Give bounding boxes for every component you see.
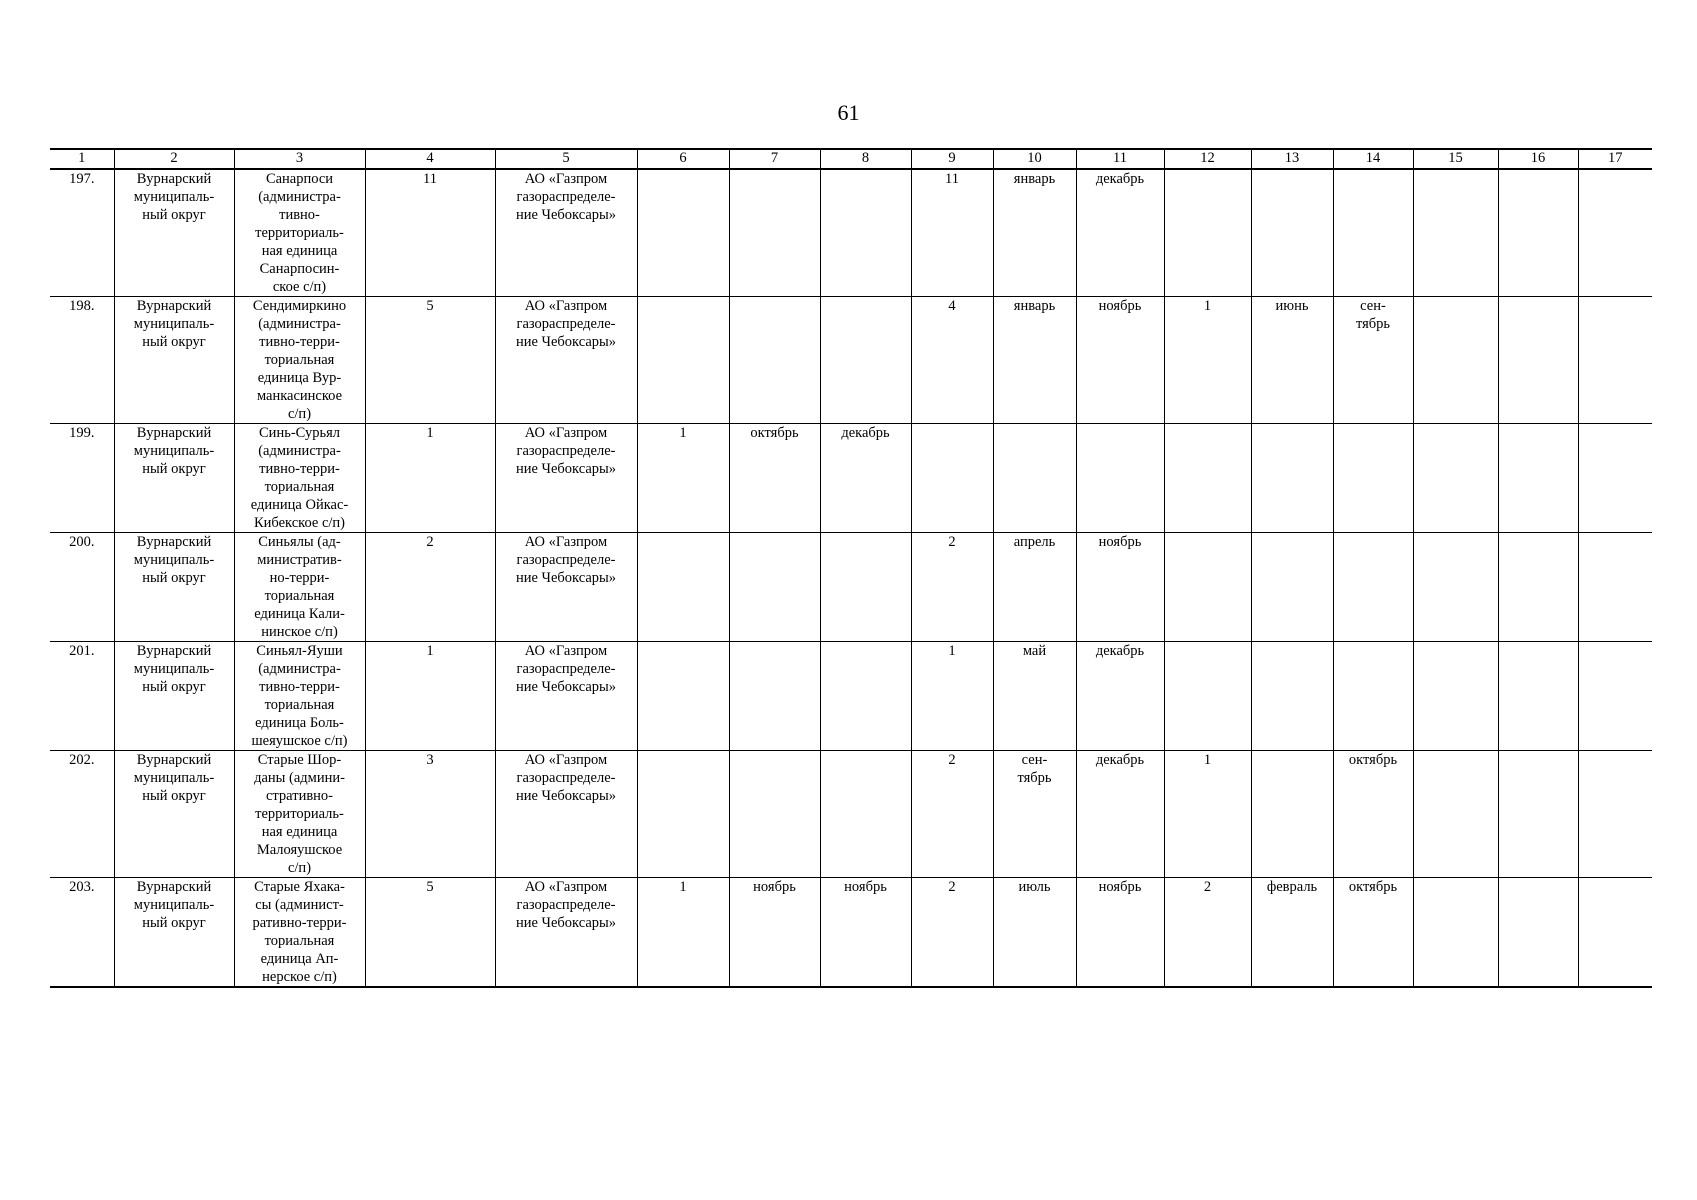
column-header-13: 13 (1251, 149, 1333, 169)
cell-col-6: 1 (637, 424, 729, 533)
cell-col-16 (1498, 878, 1578, 988)
header-row (50, 149, 1652, 169)
cell-col-10: январь (993, 169, 1076, 297)
cell-col-14 (1333, 533, 1413, 642)
cell-col-7 (729, 297, 820, 424)
column-header-4: 4 (365, 149, 495, 169)
cell-col-3: Старые Шор- даны (админи- стративно- территориаль- ная единица Малояушское с/п) (234, 751, 365, 878)
cell-col-9: 1 (911, 642, 993, 751)
cell-col-9: 4 (911, 297, 993, 424)
cell-col-9 (911, 424, 993, 533)
cell-col-7: ноябрь (729, 878, 820, 988)
cell-col-3: Старые Яхака- сы (админист- ративно-терри- ториальная единица Ап- нерское с/п) (234, 878, 365, 988)
cell-col-14: октябрь (1333, 751, 1413, 878)
cell-col-15 (1413, 424, 1498, 533)
cell-col-5: АО «Газпром газораспределе- ние Чебоксары» (495, 424, 637, 533)
cell-col-15 (1413, 878, 1498, 988)
column-header-7: 7 (729, 149, 820, 169)
cell-col-17 (1578, 169, 1652, 297)
table-row (50, 751, 1652, 878)
cell-col-9: 2 (911, 533, 993, 642)
cell-col-17 (1578, 878, 1652, 988)
cell-col-7 (729, 169, 820, 297)
cell-col-5: АО «Газпром газораспределе- ние Чебоксары» (495, 642, 637, 751)
cell-col-8: декабрь (820, 424, 911, 533)
cell-col-9: 2 (911, 751, 993, 878)
cell-col-10 (993, 424, 1076, 533)
cell-col-11: декабрь (1076, 169, 1164, 297)
cell-col-3: Сендимиркино (администра- тивно-терри- ториальная единица Вур- манкасинское с/п) (234, 297, 365, 424)
cell-col-1: 199. (50, 424, 114, 533)
cell-col-13 (1251, 751, 1333, 878)
cell-col-14: октябрь (1333, 878, 1413, 988)
cell-col-13 (1251, 533, 1333, 642)
cell-col-13 (1251, 642, 1333, 751)
cell-col-2: Вурнарский муниципаль- ный округ (114, 533, 234, 642)
cell-col-11: ноябрь (1076, 878, 1164, 988)
cell-col-3: Синьял-Яуши (администра- тивно-терри- ториальная единица Боль- шеяушское с/п) (234, 642, 365, 751)
cell-col-16 (1498, 297, 1578, 424)
cell-col-5: АО «Газпром газораспределе- ние Чебоксары» (495, 533, 637, 642)
table-row (50, 642, 1652, 751)
cell-col-4: 11 (365, 169, 495, 297)
column-header-11: 11 (1076, 149, 1164, 169)
cell-col-16 (1498, 169, 1578, 297)
cell-col-8 (820, 297, 911, 424)
data-table (50, 148, 1652, 988)
column-header-15: 15 (1413, 149, 1498, 169)
cell-col-6 (637, 751, 729, 878)
cell-col-8 (820, 751, 911, 878)
cell-col-5: АО «Газпром газораспределе- ние Чебоксары» (495, 169, 637, 297)
cell-col-2: Вурнарский муниципаль- ный округ (114, 878, 234, 988)
column-header-2: 2 (114, 149, 234, 169)
table-row (50, 297, 1652, 424)
cell-col-1: 202. (50, 751, 114, 878)
cell-col-10: сен- тябрь (993, 751, 1076, 878)
cell-col-1: 201. (50, 642, 114, 751)
column-header-8: 8 (820, 149, 911, 169)
cell-col-6 (637, 169, 729, 297)
cell-col-15 (1413, 533, 1498, 642)
cell-col-2: Вурнарский муниципаль- ный округ (114, 297, 234, 424)
cell-col-14 (1333, 642, 1413, 751)
cell-col-9: 11 (911, 169, 993, 297)
cell-col-5: АО «Газпром газораспределе- ние Чебоксары» (495, 751, 637, 878)
column-header-10: 10 (993, 149, 1076, 169)
cell-col-13 (1251, 169, 1333, 297)
cell-col-4: 3 (365, 751, 495, 878)
cell-col-16 (1498, 424, 1578, 533)
cell-col-14 (1333, 169, 1413, 297)
table-row (50, 533, 1652, 642)
cell-col-1: 203. (50, 878, 114, 988)
cell-col-6 (637, 297, 729, 424)
cell-col-8 (820, 533, 911, 642)
cell-col-3: Санарпоси (администра- тивно- территориаль- ная единица Санарпосин- ское с/п) (234, 169, 365, 297)
cell-col-13: февраль (1251, 878, 1333, 988)
cell-col-12: 1 (1164, 751, 1251, 878)
cell-col-13 (1251, 424, 1333, 533)
table-row (50, 878, 1652, 988)
cell-col-11: декабрь (1076, 642, 1164, 751)
cell-col-12 (1164, 424, 1251, 533)
column-header-14: 14 (1333, 149, 1413, 169)
cell-col-13: июнь (1251, 297, 1333, 424)
cell-col-4: 5 (365, 297, 495, 424)
cell-col-2: Вурнарский муниципаль- ный округ (114, 751, 234, 878)
cell-col-2: Вурнарский муниципаль- ный округ (114, 424, 234, 533)
cell-col-14: сен- тябрь (1333, 297, 1413, 424)
cell-col-17 (1578, 297, 1652, 424)
cell-col-15 (1413, 751, 1498, 878)
cell-col-10: май (993, 642, 1076, 751)
cell-col-6: 1 (637, 878, 729, 988)
column-header-16: 16 (1498, 149, 1578, 169)
column-header-3: 3 (234, 149, 365, 169)
cell-col-15 (1413, 297, 1498, 424)
cell-col-10: январь (993, 297, 1076, 424)
cell-col-12 (1164, 533, 1251, 642)
cell-col-4: 5 (365, 878, 495, 988)
cell-col-5: АО «Газпром газораспределе- ние Чебоксары» (495, 297, 637, 424)
column-header-6: 6 (637, 149, 729, 169)
cell-col-8 (820, 642, 911, 751)
cell-col-2: Вурнарский муниципаль- ный округ (114, 169, 234, 297)
cell-col-11 (1076, 424, 1164, 533)
cell-col-7 (729, 533, 820, 642)
cell-col-12 (1164, 642, 1251, 751)
cell-col-15 (1413, 642, 1498, 751)
cell-col-10: июль (993, 878, 1076, 988)
cell-col-1: 197. (50, 169, 114, 297)
cell-col-16 (1498, 751, 1578, 878)
cell-col-11: ноябрь (1076, 297, 1164, 424)
cell-col-6 (637, 642, 729, 751)
cell-col-4: 2 (365, 533, 495, 642)
column-header-12: 12 (1164, 149, 1251, 169)
cell-col-3: Синь-Сурьял (администра- тивно-терри- ториальная единица Ойкас- Кибекское с/п) (234, 424, 365, 533)
cell-col-17 (1578, 642, 1652, 751)
cell-col-12 (1164, 169, 1251, 297)
table-body (50, 169, 1652, 987)
cell-col-6 (637, 533, 729, 642)
cell-col-8 (820, 169, 911, 297)
table-row (50, 424, 1652, 533)
cell-col-11: ноябрь (1076, 533, 1164, 642)
table-row (50, 169, 1652, 297)
column-header-1: 1 (50, 149, 114, 169)
cell-col-8: ноябрь (820, 878, 911, 988)
cell-col-3: Синьялы (ад- министратив- но-терри- ториальная единица Кали- нинское с/п) (234, 533, 365, 642)
cell-col-7 (729, 642, 820, 751)
cell-col-5: АО «Газпром газораспределе- ние Чебоксары» (495, 878, 637, 988)
cell-col-1: 200. (50, 533, 114, 642)
cell-col-1: 198. (50, 297, 114, 424)
cell-col-12: 1 (1164, 297, 1251, 424)
page-number: 61 (837, 100, 860, 125)
column-header-9: 9 (911, 149, 993, 169)
cell-col-17 (1578, 533, 1652, 642)
column-header-5: 5 (495, 149, 637, 169)
cell-col-10: апрель (993, 533, 1076, 642)
table-header (50, 149, 1652, 169)
cell-col-7 (729, 751, 820, 878)
cell-col-15 (1413, 169, 1498, 297)
cell-col-9: 2 (911, 878, 993, 988)
cell-col-17 (1578, 424, 1652, 533)
cell-col-12: 2 (1164, 878, 1251, 988)
cell-col-4: 1 (365, 642, 495, 751)
cell-col-7: октябрь (729, 424, 820, 533)
cell-col-4: 1 (365, 424, 495, 533)
column-header-17: 17 (1578, 149, 1652, 169)
cell-col-16 (1498, 642, 1578, 751)
cell-col-2: Вурнарский муниципаль- ный округ (114, 642, 234, 751)
cell-col-16 (1498, 533, 1578, 642)
cell-col-14 (1333, 424, 1413, 533)
cell-col-17 (1578, 751, 1652, 878)
cell-col-11: декабрь (1076, 751, 1164, 878)
